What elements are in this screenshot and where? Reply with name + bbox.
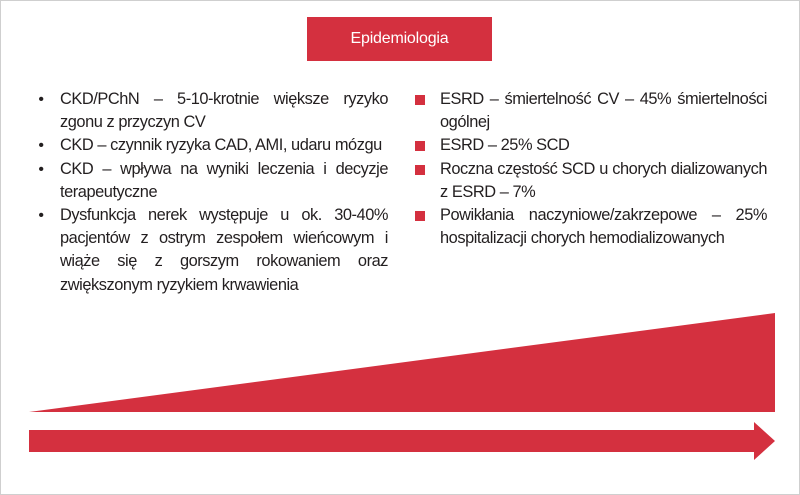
right-item-text: Roczna częstość SCD u chorych dializowanych z ESRD – 7% — [440, 159, 767, 201]
left-item-text: Dysfunkcja nerek występuje u ok. 30-40% pacjentów z ostrym zespołem wieńcowym i wiąże się z gorszym rokowaniem oraz zwiększonym ryzykiem krwawienia — [60, 206, 388, 294]
increasing-risk-wedge — [29, 313, 775, 412]
bullet-dot-icon: • — [38, 137, 44, 155]
bullet-dot-icon: • — [38, 91, 44, 108]
left-item-text: CKD – wpływa na wyniki leczenia i decyzje terapeutyczne — [60, 159, 388, 201]
bullet-dot-icon: • — [38, 207, 44, 225]
right-item-text: ESRD – śmiertelność CV – 45% śmiertelności ogólnej — [440, 90, 767, 132]
right-item-text: ESRD – 25% SCD — [440, 136, 570, 155]
bullet-dot-icon: • — [38, 160, 44, 178]
left-item-text: CKD/PChN – 5-10-krotnie większe ryzyko zgonu z przyczyn CV — [60, 90, 388, 132]
right-item-text: Powikłania naczyniowe/zakrzepowe – 25% hospitalizacji chorych hemodializowanych — [440, 206, 767, 248]
direction-arrow-icon — [29, 422, 775, 460]
title-label: Epidemiologia — [350, 30, 449, 47]
left-item-text: CKD – czynnik ryzyka CAD, AMI, udaru mózgu — [60, 136, 382, 155]
